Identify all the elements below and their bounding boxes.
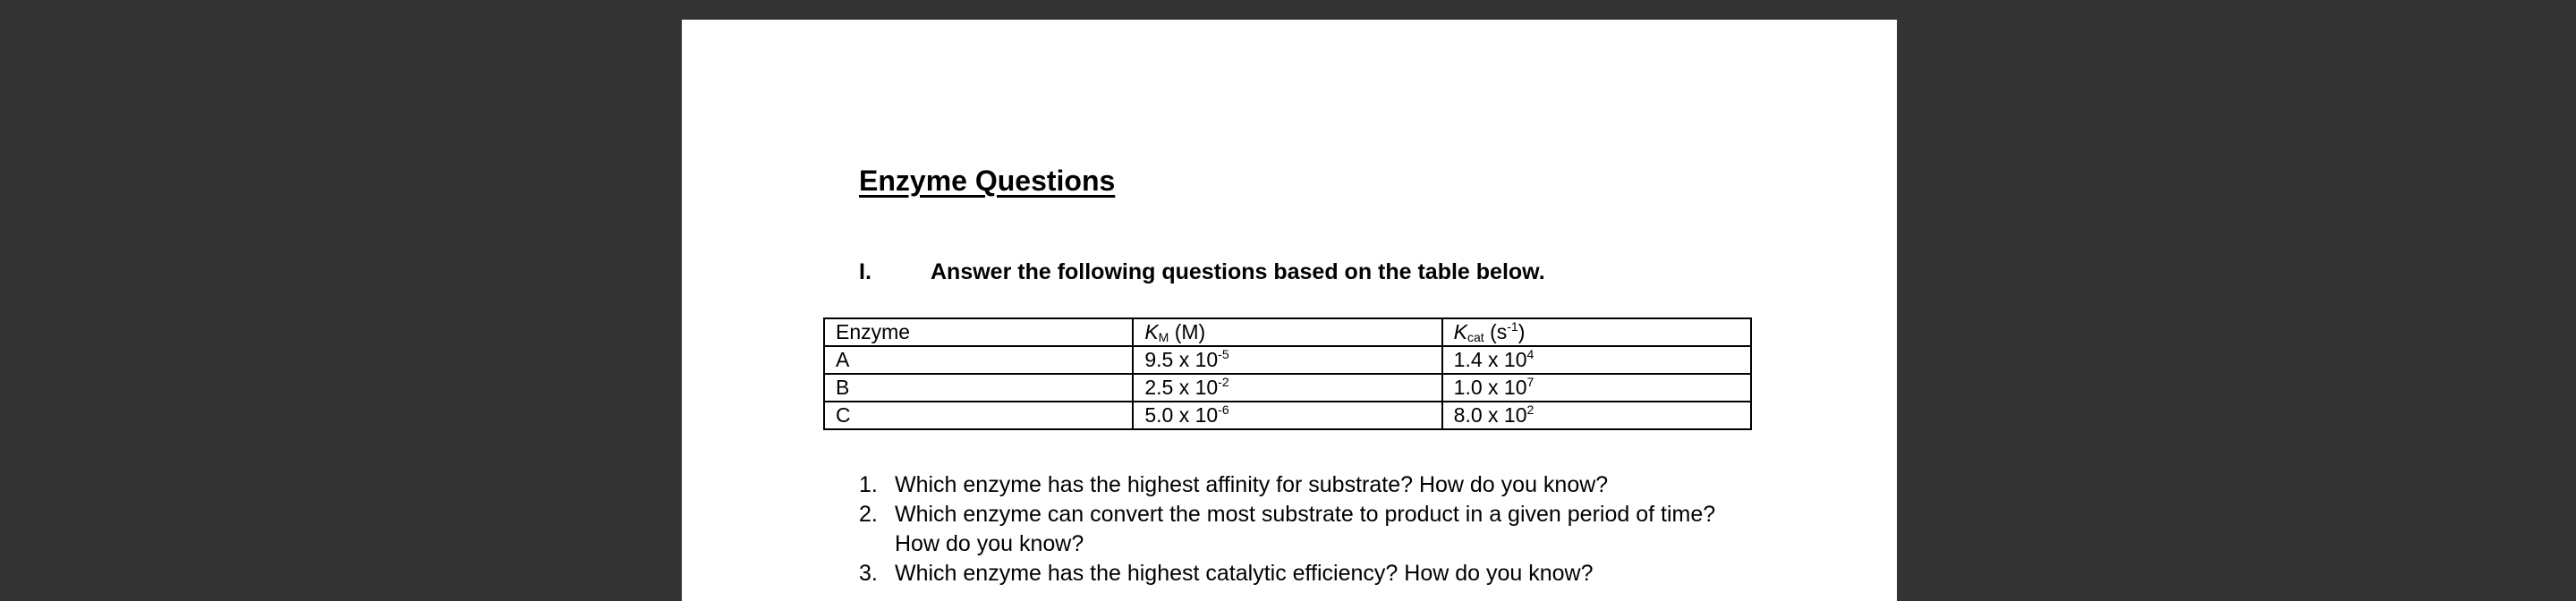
km-symbol: K <box>1144 320 1159 343</box>
cell-kcat <box>1442 346 1751 374</box>
km-exponent: -6 <box>1218 402 1229 417</box>
cell-enzyme: B <box>824 374 1133 402</box>
header-enzyme <box>824 318 1133 346</box>
list-item <box>859 559 1754 588</box>
header-km <box>1133 318 1441 346</box>
question-number: 1. <box>859 472 878 497</box>
table-row <box>824 374 1751 402</box>
question-text: Which enzyme has the highest catalytic efficiency? How do you know? <box>895 561 1594 586</box>
km-subscript: M <box>1158 330 1169 344</box>
cell-kcat <box>1442 402 1751 429</box>
kcat-mantissa: 1.0 x 10 <box>1453 376 1527 399</box>
kcat-mantissa: 8.0 x 10 <box>1453 403 1527 427</box>
enzyme-table <box>823 317 1752 430</box>
table-row <box>824 346 1751 374</box>
cell-km <box>1133 374 1441 402</box>
list-item <box>859 470 1754 500</box>
table-header-row <box>824 318 1751 346</box>
question-text: Which enzyme has the highest affinity for substrate? How do you know? <box>895 472 1609 497</box>
question-list <box>859 470 1754 588</box>
table-row <box>824 402 1751 429</box>
header-enzyme-label: Enzyme <box>836 320 911 343</box>
section-instruction: Answer the following questions based on the table below. <box>931 259 1545 284</box>
cell-kcat <box>1442 374 1751 402</box>
question-number: 3. <box>859 561 878 586</box>
km-exponent: -2 <box>1218 375 1229 389</box>
kcat-symbol: K <box>1453 320 1467 343</box>
list-item <box>859 500 1754 559</box>
kcat-unit-open: (s <box>1484 320 1508 343</box>
cell-km <box>1133 346 1441 374</box>
km-exponent: -5 <box>1218 347 1229 361</box>
header-kcat <box>1442 318 1751 346</box>
km-mantissa: 5.0 x 10 <box>1144 403 1219 427</box>
km-mantissa: 2.5 x 10 <box>1144 376 1219 399</box>
section-heading <box>859 259 1545 285</box>
kcat-subscript: cat <box>1467 330 1484 344</box>
kcat-exponent: 2 <box>1526 402 1535 417</box>
section-number: I. <box>859 259 871 284</box>
cell-km <box>1133 402 1441 429</box>
kcat-unit-close: ) <box>1518 320 1526 343</box>
kcat-exponent: 4 <box>1526 347 1535 361</box>
kcat-unit-exponent: -1 <box>1507 319 1518 334</box>
cell-enzyme: C <box>824 402 1133 429</box>
kcat-exponent: 7 <box>1526 375 1535 389</box>
document-page <box>682 20 1897 601</box>
km-unit: (M) <box>1169 320 1206 343</box>
cell-enzyme: A <box>824 346 1133 374</box>
question-text: Which enzyme can convert the most substrate to product in a given period of time? How do you know? <box>895 502 1716 556</box>
km-mantissa: 9.5 x 10 <box>1144 348 1219 371</box>
document-title: Enzyme Questions <box>859 165 1116 197</box>
question-number: 2. <box>859 502 878 527</box>
kcat-mantissa: 1.4 x 10 <box>1453 348 1527 371</box>
